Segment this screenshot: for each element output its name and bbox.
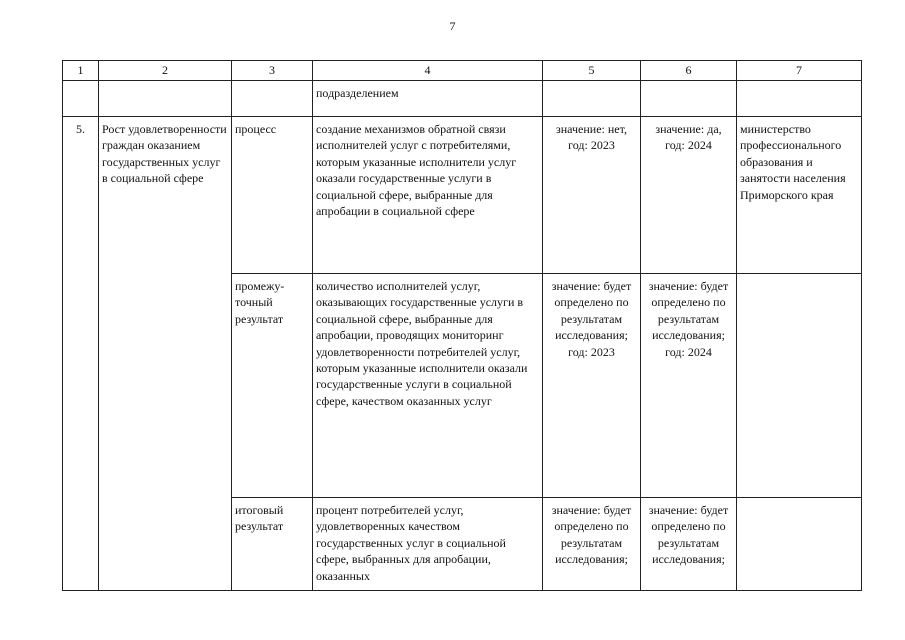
value-cell: значение: да, год: 2024 (641, 117, 737, 274)
table-cell (737, 274, 862, 498)
item-number-cell: 5. (63, 117, 99, 591)
indicator-cell: подразделением (313, 81, 543, 117)
indicators-table (62, 60, 862, 591)
table-cell (737, 81, 862, 117)
goal-cell: Рост удовлетворенности граждан оказанием государственных услуг в социальной сфере (99, 117, 232, 591)
value-cell: значение: будет определено по результатам исследования; год: 2024 (641, 274, 737, 498)
indicator-type-cell: итоговый результат (232, 498, 313, 591)
value-cell: значение: нет, год: 2023 (543, 117, 641, 274)
column-header: 4 (313, 61, 543, 81)
indicator-type-cell: промежу-точный результат (232, 274, 313, 498)
value-cell: значение: будет определено по результатам исследования; (641, 498, 737, 591)
responsible-cell: министерство профессионального образования и занятости населения Приморского края (737, 117, 862, 274)
value-cell: значение: будет определено по результатам исследования; (543, 498, 641, 591)
column-header: 7 (737, 61, 862, 81)
table-cell (63, 81, 99, 117)
page-number: 7 (449, 19, 456, 33)
table-header-row (63, 61, 862, 81)
indicator-type-cell: процесс (232, 117, 313, 274)
column-header: 1 (63, 61, 99, 81)
table-cell (543, 81, 641, 117)
indicator-cell: процент потребителей услуг, удовлетворенных качеством государственных услуг в социальной сфере, выбранных для апробации, оказанных (313, 498, 543, 591)
table-cell (737, 498, 862, 591)
indicator-cell: количество исполнителей услуг, оказывающих государственные услуги в социальной сфере, выбранные для апробации, проводящих мониторинг удовлетворенности потребителей услуг, которым указанные исполнители оказали государственные услуги в социальной сфере, качеством оказанных услуг (313, 274, 543, 498)
column-header: 2 (99, 61, 232, 81)
continuation-row (63, 81, 862, 117)
column-header: 6 (641, 61, 737, 81)
value-cell: значение: будет определено по результатам исследования; год: 2023 (543, 274, 641, 498)
table-row (63, 117, 862, 274)
column-header: 5 (543, 61, 641, 81)
column-header: 3 (232, 61, 313, 81)
table-cell (232, 81, 313, 117)
indicator-cell: создание механизмов обратной связи исполнителей услуг с потребителями, которым указанные исполнители услуг оказали государственные услуги в социальной сфере, выбранные для апробации в социальной сфере (313, 117, 543, 274)
table-cell (641, 81, 737, 117)
table-cell (99, 81, 232, 117)
